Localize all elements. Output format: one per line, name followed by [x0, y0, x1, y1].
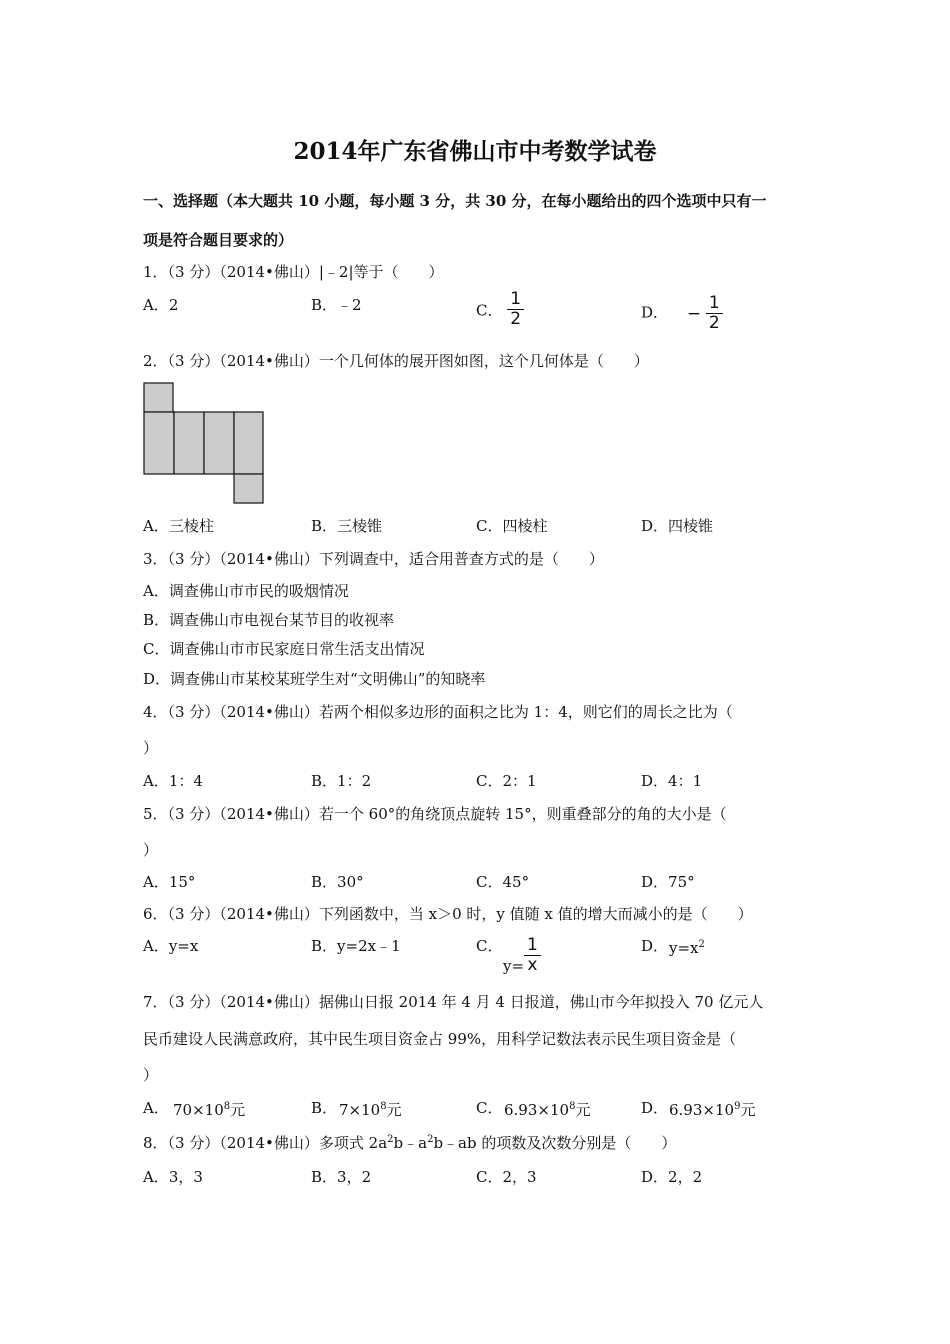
q3-stem: 3．（3 分）（2014•佛山）下列调查中，适合用普查方式的是（ ） [143, 550, 604, 568]
q8-option-b: B．3，2 [311, 1168, 372, 1186]
q2-option-d: D．四棱锥 [641, 517, 714, 535]
q7-option-c [504, 1099, 590, 1120]
q1-d-numerator: 1 [706, 294, 723, 314]
q5-stem: 5．（3 分）（2014•佛山）若一个 60°的角绕顶点旋转 15°，则重叠部分的角的大小是（ [143, 805, 727, 823]
q3-option-b: B．调查佛山市电视台某节目的收视率 [143, 611, 395, 629]
q2-option-b: B．三棱锥 [311, 517, 383, 535]
q2-net-figure [143, 382, 267, 506]
q8-option-d: D．2，2 [641, 1168, 703, 1186]
q7-a-exponent: 8 [223, 1101, 231, 1112]
q1-option-d-label: D． [641, 303, 669, 322]
q5-option-d: D．75° [641, 873, 695, 891]
q8-option-a: A．3，3 [143, 1168, 203, 1186]
q1-option-b: B．﹣2 [311, 296, 362, 314]
q6-c-denominator: x [527, 955, 538, 975]
q1-option-c-label: C． [476, 301, 503, 320]
q2-option-c: C．四棱柱 [476, 517, 548, 535]
q6-d-exponent: 2 [698, 939, 705, 950]
q8-stem-part-2: b﹣a [393, 1134, 428, 1152]
q7-option-b-label: B． [311, 1099, 338, 1117]
q3-option-d: D．调查佛山市某校某班学生对“文明佛山”的知晓率 [143, 670, 486, 688]
q7-stem-cont-2: ） [143, 1066, 159, 1084]
q6-c-numerator: 1 [524, 936, 541, 956]
q8-stem [143, 1132, 676, 1153]
q5-stem-cont: ） [143, 841, 159, 859]
q7-option-a-label: A． [143, 1099, 169, 1117]
q7-stem: 7．（3 分）（2014•佛山）据佛山日报 2014 年 4 月 4 日报道，佛山市今年拟投入 70 亿元人 [143, 993, 764, 1011]
q8-stem-part-3: b﹣ab 的项数及次数分别是（ ） [433, 1134, 677, 1152]
q8-stem-exponent-1: 2 [387, 1134, 394, 1145]
q6-option-c [503, 936, 541, 975]
q3-option-c: C．调查佛山市市民家庭日常生活支出情况 [143, 640, 425, 658]
q6-option-d-label: D． [641, 937, 669, 955]
q7-option-a [173, 1099, 245, 1120]
q2-option-a: A．三棱柱 [143, 517, 214, 535]
q1-option-c-fraction [507, 290, 524, 329]
q8-stem-part-1: 8．（3 分）（2014•佛山）多项式 2a [143, 1134, 388, 1152]
q1-option-d [641, 294, 723, 333]
q1-option-a: A．2 [143, 296, 179, 314]
q7-c-unit: 元 [575, 1101, 591, 1119]
q6-option-a: A．y=x [143, 937, 199, 955]
q2-stem: 2．（3 分）（2014•佛山）一个几何体的展开图如图，这个几何体是（ ） [143, 352, 649, 370]
q7-c-exponent: 8 [569, 1101, 576, 1112]
q1-stem: 1．（3 分）（2014•佛山）|﹣2|等于（ ） [143, 263, 444, 281]
q1-c-numerator: 1 [507, 290, 524, 310]
net-side-face-1 [144, 412, 174, 474]
q1-c-denominator: 2 [510, 309, 522, 329]
q7-a-unit: 元 [230, 1101, 246, 1119]
q6-c-prefix: y= [503, 956, 525, 975]
net-side-face-3 [204, 412, 234, 474]
q7-option-d [669, 1099, 755, 1120]
q6-option-c-fraction [524, 936, 541, 975]
q5-option-b: B．30° [311, 873, 364, 891]
q6-option-b: B．y=2x﹣1 [311, 937, 401, 955]
q7-b-base: 7×10 [339, 1101, 381, 1119]
q6-stem: 6．（3 分）（2014•佛山）下列函数中，当 x＞0 时，y 值随 x 值的增大而减小的是（ ） [143, 905, 753, 923]
q1-d-denominator: 2 [708, 313, 720, 333]
net-top-square [144, 383, 173, 412]
q1-option-d-fraction [706, 294, 723, 333]
q1-d-minus-sign: − [686, 303, 702, 324]
q8-option-c: C．2，3 [476, 1168, 537, 1186]
q4-option-d: D．4：1 [641, 772, 703, 790]
page-title: 2014年广东省佛山市中考数学试卷 [293, 138, 657, 165]
net-side-face-4 [234, 412, 263, 474]
section-heading: 一、选择题（本大题共 10 小题，每小题 3 分，共 30 分，在每小题给出的四个选项中只有一 [143, 192, 767, 210]
q6-option-d [669, 939, 705, 957]
net-bottom-square [234, 474, 263, 503]
q4-option-a: A．1：4 [143, 772, 203, 790]
q5-option-a: A．15° [143, 873, 196, 891]
q7-option-b [339, 1099, 402, 1120]
q6-d-base: y=x [669, 939, 699, 957]
q4-stem: 4．（3 分）（2014•佛山）若两个相似多边形的面积之比为 1：4，则它们的周长之比为（ [143, 703, 733, 721]
q4-option-c: C．2：1 [476, 772, 537, 790]
q7-d-unit: 元 [740, 1101, 756, 1119]
q5-option-c: C．45° [476, 873, 530, 891]
q3-option-a: A．调查佛山市市民的吸烟情况 [143, 582, 349, 600]
q7-option-c-label: C． [476, 1099, 503, 1117]
section-heading-cont: 项是符合题目要求的） [143, 231, 294, 249]
q4-stem-cont: ） [143, 739, 159, 757]
q1-option-c [476, 289, 524, 329]
q7-a-base: 70×10 [173, 1101, 224, 1119]
q7-stem-cont: 民币建设人民满意政府，其中民生项目资金占 99%，用科学记数法表示民生项目资金是（ [143, 1030, 737, 1048]
q7-b-unit: 元 [386, 1101, 402, 1119]
q7-c-base: 6.93×10 [504, 1101, 570, 1119]
net-side-face-2 [174, 412, 204, 474]
q7-d-exponent: 9 [734, 1101, 741, 1112]
q4-option-b: B．1：2 [311, 772, 372, 790]
q8-stem-exponent-2: 2 [427, 1134, 434, 1145]
q7-option-d-label: D． [641, 1099, 669, 1117]
q6-option-c-label: C． [476, 937, 503, 955]
q7-b-exponent: 8 [380, 1101, 387, 1112]
q7-d-base: 6.93×10 [669, 1101, 735, 1119]
